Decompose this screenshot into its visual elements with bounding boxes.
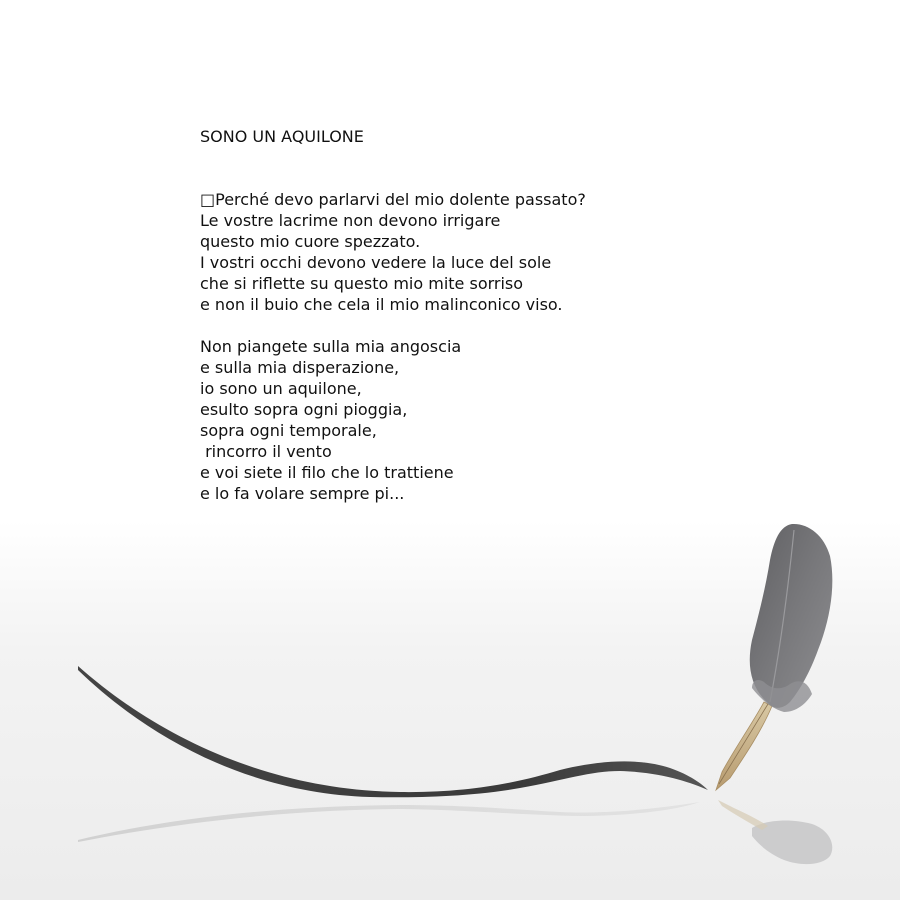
ink-stroke-icon bbox=[78, 666, 708, 797]
poem-line: I vostri occhi devono vedere la luce del sole bbox=[200, 253, 552, 272]
poem-line: □Perché devo parlarvi del mio dolente passato? bbox=[200, 190, 586, 209]
poem-line: Non piangete sulla mia angoscia bbox=[200, 337, 462, 356]
poem-line: e voi siete il filo che lo trattiene bbox=[200, 463, 454, 482]
ink-reflection-icon bbox=[78, 802, 700, 842]
poem-line: e lo fa volare sempre pi... bbox=[200, 484, 405, 503]
poem-line: questo mio cuore spezzato. bbox=[200, 232, 421, 251]
poem-line: che si riflette su questo mio mite sorriso bbox=[200, 274, 524, 293]
poem-line: e sulla mia disperazione, bbox=[200, 358, 400, 377]
poem-line: Le vostre lacrime non devono irrigare bbox=[200, 211, 501, 230]
quill-split-icon bbox=[719, 704, 768, 784]
poem-line: io sono un aquilone, bbox=[200, 379, 362, 398]
poem-line: esulto sopra ogni pioggia, bbox=[200, 400, 408, 419]
poem-line: e non il buio che cela il mio malinconico viso. bbox=[200, 295, 563, 314]
poem-title: SONO UN AQUILONE bbox=[200, 127, 364, 146]
poem-line: sopra ogni temporale, bbox=[200, 421, 377, 440]
feather-icon bbox=[750, 524, 833, 708]
quill-shaft-icon bbox=[716, 702, 772, 790]
quill-reflection-icon bbox=[718, 800, 768, 830]
poem-line: rincorro il vento bbox=[200, 442, 332, 461]
